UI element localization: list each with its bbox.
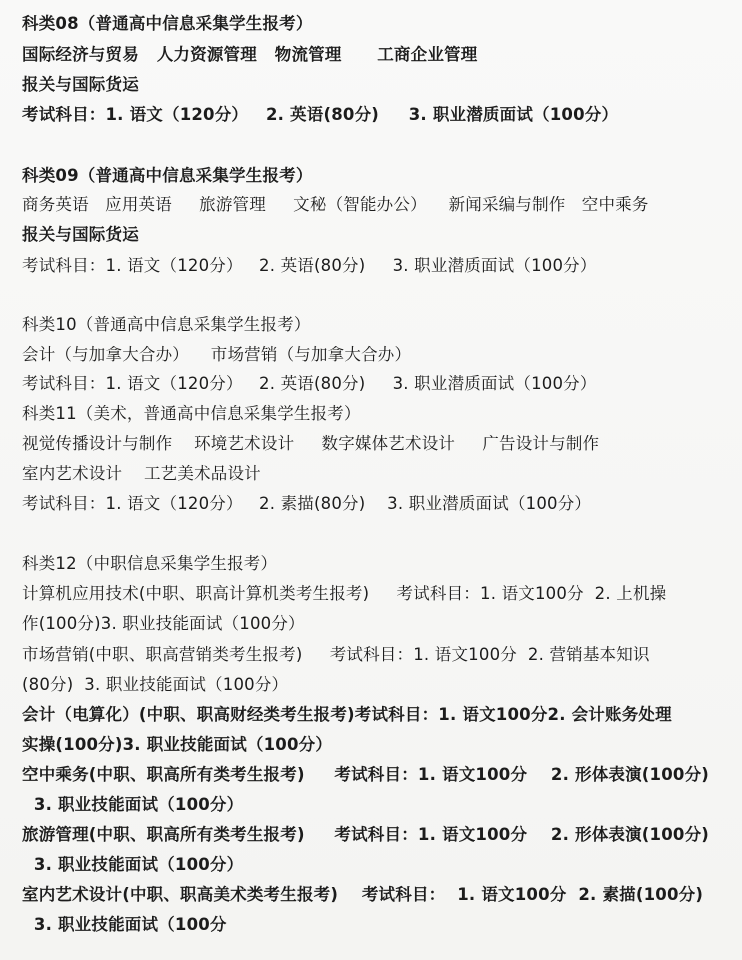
section-heading-12: 科类12（中职信息采集学生报考） xyxy=(22,554,278,573)
exam-subjects-line: 考试科目：1. 语文（120分） 2. 英语(80分) 3. 职业潜质面试（100分） xyxy=(22,374,597,393)
exam-subjects-line: 考试科目：1. 语文（120分） 2. 英语(80分) 3. 职业潜质面试（100分） xyxy=(22,105,619,124)
major-exam-line: 3. 职业技能面试（100分） xyxy=(22,795,244,814)
exam-subjects-line: 考试科目：1. 语文（120分） 2. 素描(80分) 3. 职业潜质面试（100分） xyxy=(22,494,592,513)
exam-subjects-line: 考试科目：1. 语文（120分） 2. 英语(80分) 3. 职业潜质面试（100分） xyxy=(22,256,597,275)
major-exam-line: 市场营销(中职、职高营销类考生报考) 考试科目：1. 语文100分 2. 营销基本知识 xyxy=(22,645,650,664)
major-list-line: 视觉传播设计与制作 环境艺术设计 数字媒体艺术设计 广告设计与制作 xyxy=(22,434,600,453)
section-heading-10: 科类10（普通高中信息采集学生报考） xyxy=(22,315,311,334)
major-exam-line: 会计（电算化）(中职、职高财经类考生报考)考试科目：1. 语文100分2. 会计账务处理 xyxy=(22,705,672,724)
major-exam-line: 3. 职业技能面试（100分 xyxy=(22,915,227,934)
major-list-line: 报关与国际货运 xyxy=(22,225,139,244)
major-exam-line: 室内艺术设计(中职、职高美术类考生报考) 考试科目： 1. 语文100分 2. 素描(100分) xyxy=(22,885,704,904)
major-exam-line: (80分) 3. 职业技能面试（100分） xyxy=(22,675,289,694)
major-list-line: 报关与国际货运 xyxy=(22,75,139,94)
major-exam-line: 作(100分)3. 职业技能面试（100分） xyxy=(22,614,305,633)
major-list-line: 商务英语 应用英语 旅游管理 文秘（智能办公） 新闻采编与制作 空中乘务 xyxy=(22,195,649,214)
major-exam-line: 3. 职业技能面试（100分） xyxy=(22,855,244,874)
section-heading-08: 科类08（普通高中信息采集学生报考） xyxy=(22,14,313,33)
major-list-line: 会计（与加拿大合办） 市场营销（与加拿大合办） xyxy=(22,345,412,364)
major-exam-line: 计算机应用技术(中职、职高计算机类考生报考) 考试科目：1. 语文100分 2. 上机操 xyxy=(22,584,667,603)
section-heading-09: 科类09（普通高中信息采集学生报考） xyxy=(22,166,313,185)
major-list-line: 国际经济与贸易 人力资源管理 物流管理 工商企业管理 xyxy=(22,45,478,64)
major-exam-line: 实操(100分)3. 职业技能面试（100分） xyxy=(22,735,333,754)
major-exam-line: 空中乘务(中职、职高所有类考生报考) 考试科目：1. 语文100分 2. 形体表演(100分) xyxy=(22,765,710,784)
major-list-line: 室内艺术设计 工艺美术品设计 xyxy=(22,464,261,483)
major-exam-line: 旅游管理(中职、职高所有类考生报考) 考试科目：1. 语文100分 2. 形体表演(100分) xyxy=(22,825,710,844)
section-heading-11: 科类11（美术，普通高中信息采集学生报考） xyxy=(22,404,361,423)
